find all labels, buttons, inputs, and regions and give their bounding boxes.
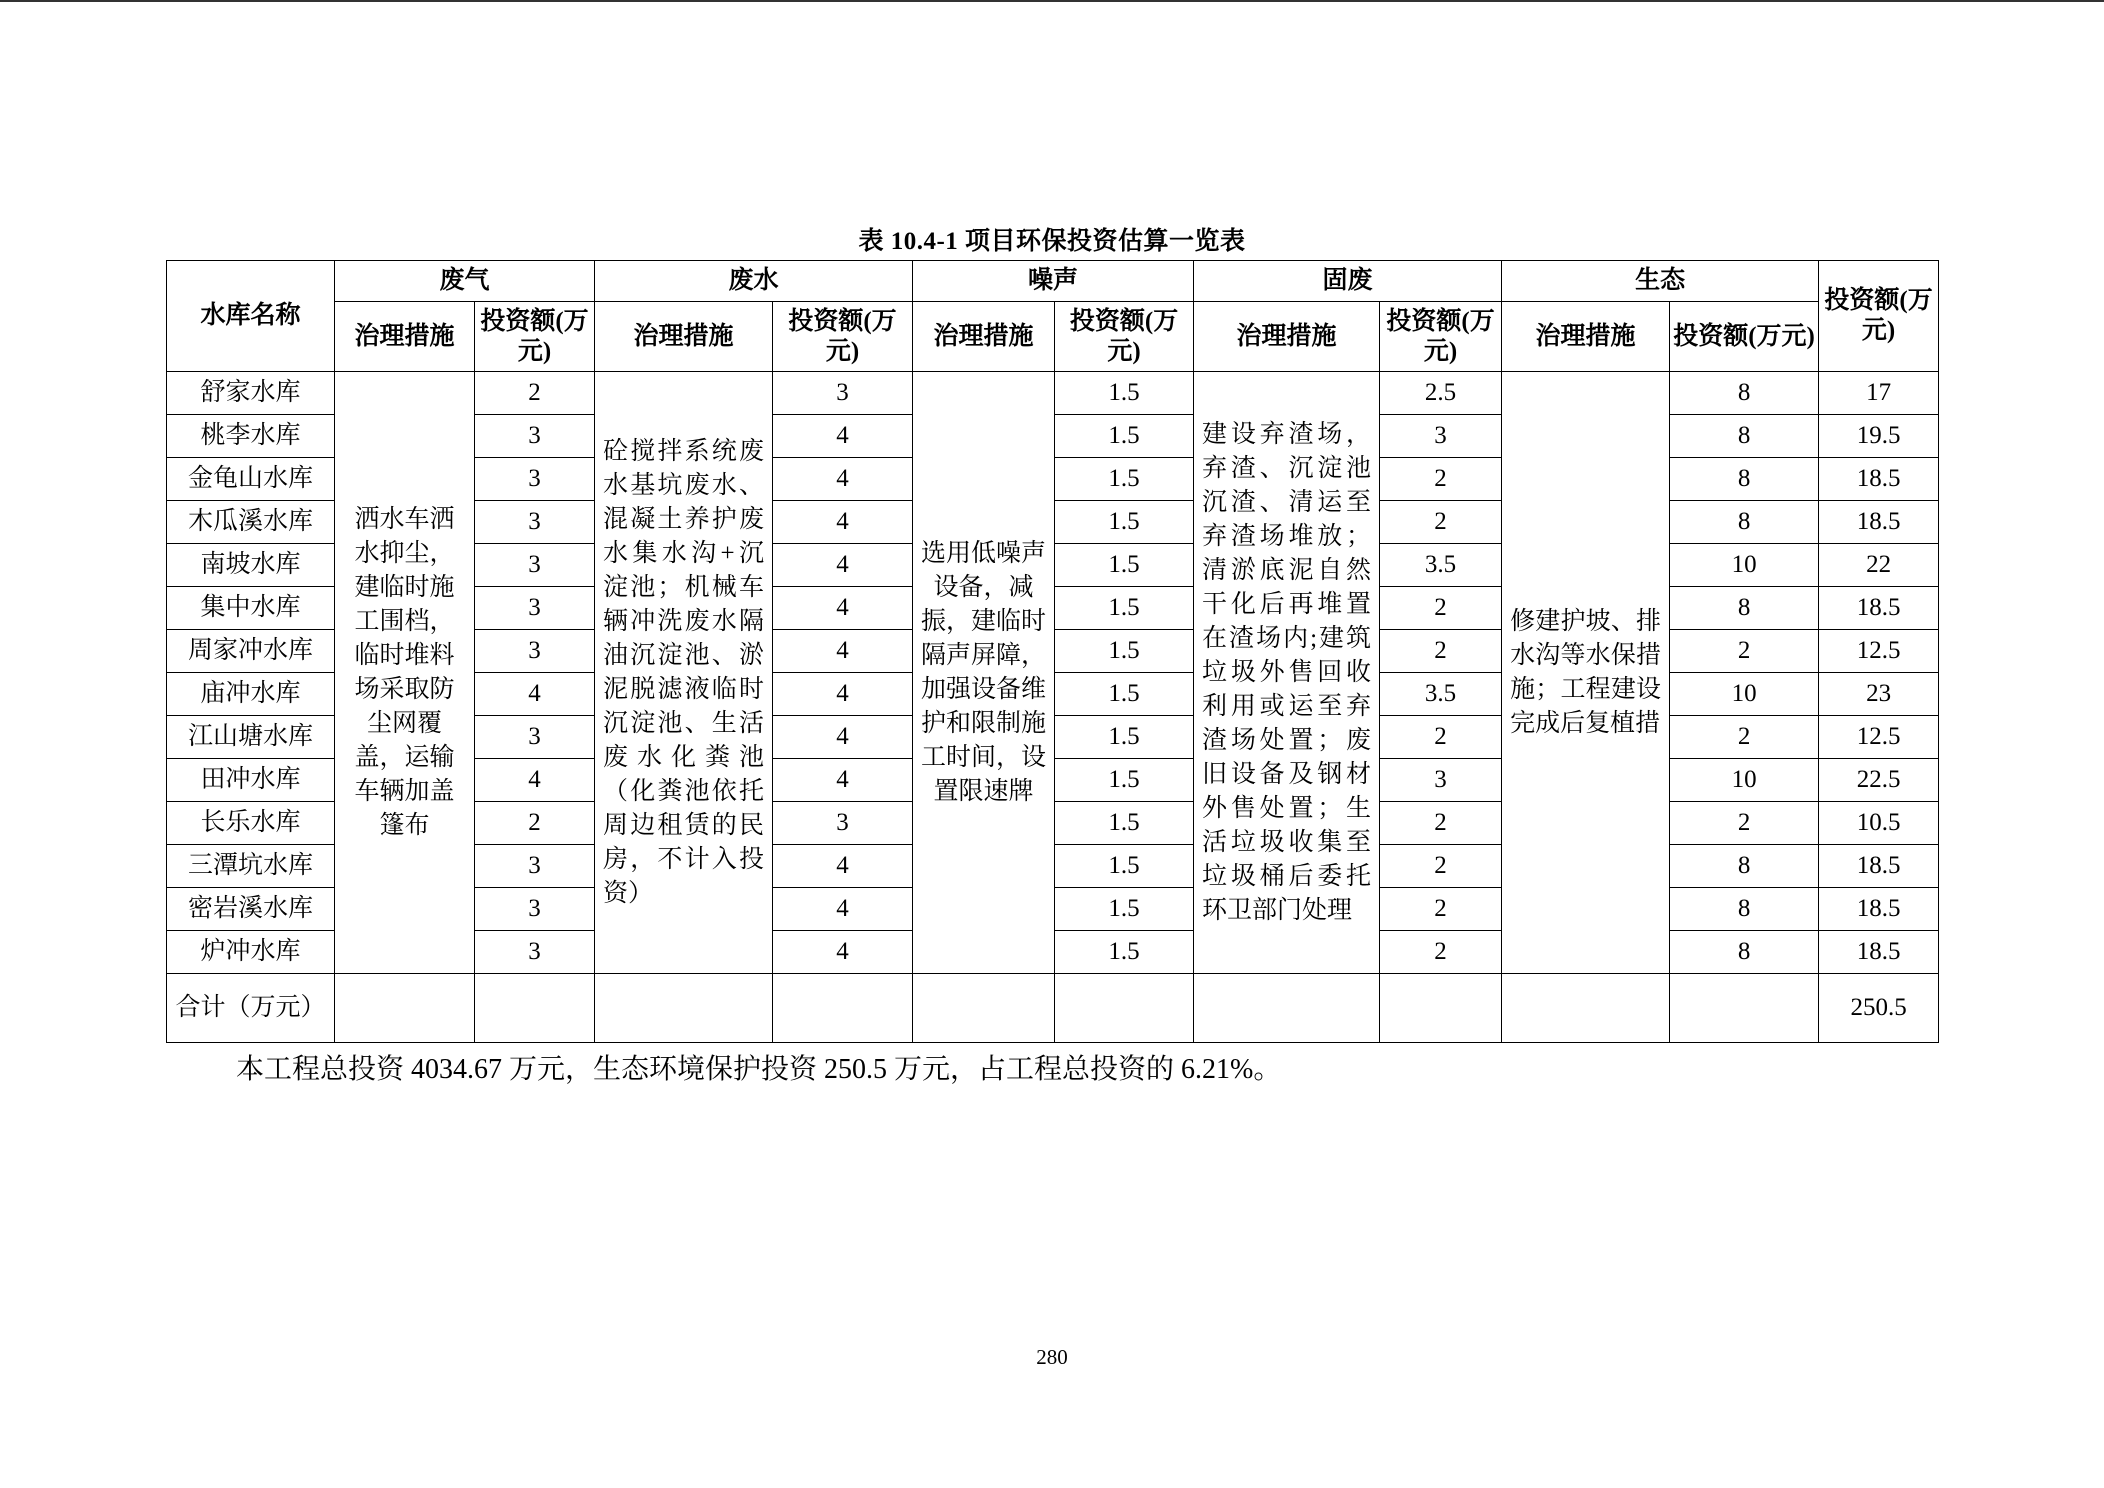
total-empty-cell bbox=[1194, 974, 1380, 1043]
noise-investment-cell: 1.5 bbox=[1055, 372, 1194, 415]
solid-investment-cell: 2 bbox=[1380, 931, 1502, 974]
water-investment-cell: 4 bbox=[773, 630, 913, 673]
eco-investment-cell: 10 bbox=[1670, 759, 1819, 802]
water-investment-cell: 4 bbox=[773, 415, 913, 458]
reservoir-name-cell: 金龟山水库 bbox=[167, 458, 335, 501]
noise-investment-cell: 1.5 bbox=[1055, 458, 1194, 501]
header-solid-measure: 治理措施 bbox=[1194, 302, 1380, 372]
air-investment-cell: 4 bbox=[475, 673, 595, 716]
header-water-measure: 治理措施 bbox=[595, 302, 773, 372]
solid-investment-cell: 2 bbox=[1380, 587, 1502, 630]
total-empty-cell bbox=[475, 974, 595, 1043]
total-empty-cell bbox=[773, 974, 913, 1043]
reservoir-name-cell: 桃李水库 bbox=[167, 415, 335, 458]
noise-investment-cell: 1.5 bbox=[1055, 587, 1194, 630]
header-eco-measure: 治理措施 bbox=[1502, 302, 1670, 372]
row-total-cell: 18.5 bbox=[1819, 501, 1939, 544]
page-top-border bbox=[0, 0, 2104, 2]
total-empty-cell bbox=[1502, 974, 1670, 1043]
reservoir-name-cell: 庙冲水库 bbox=[167, 673, 335, 716]
row-total-cell: 18.5 bbox=[1819, 587, 1939, 630]
header-group-exhaust-gas: 废气 bbox=[335, 261, 595, 302]
air-investment-cell: 3 bbox=[475, 544, 595, 587]
page-number: 280 bbox=[1036, 1345, 1068, 1369]
header-group-wastewater: 废水 bbox=[595, 261, 913, 302]
solid-investment-cell: 3 bbox=[1380, 415, 1502, 458]
water-investment-cell: 4 bbox=[773, 544, 913, 587]
header-eco-investment: 投资额(万元) bbox=[1670, 302, 1819, 372]
air-measure-cell bbox=[335, 372, 475, 974]
reservoir-name-cell: 江山塘水库 bbox=[167, 716, 335, 759]
solid-investment-cell: 2 bbox=[1380, 630, 1502, 673]
reservoir-name-cell: 三潭坑水库 bbox=[167, 845, 335, 888]
eco-investment-cell: 2 bbox=[1670, 716, 1819, 759]
solid-investment-cell: 2 bbox=[1380, 888, 1502, 931]
reservoir-name-cell: 田冲水库 bbox=[167, 759, 335, 802]
noise-investment-cell: 1.5 bbox=[1055, 931, 1194, 974]
total-row bbox=[167, 974, 1939, 1043]
eco-investment-cell: 10 bbox=[1670, 544, 1819, 587]
table-caption: 表 10.4-1 项目环保投资估算一览表 bbox=[858, 228, 1246, 255]
solid-investment-cell: 2 bbox=[1380, 716, 1502, 759]
row-total-cell: 18.5 bbox=[1819, 458, 1939, 501]
solid-measure-cell bbox=[1194, 372, 1380, 974]
air-investment-cell: 3 bbox=[475, 630, 595, 673]
reservoir-name-cell: 周家冲水库 bbox=[167, 630, 335, 673]
air-investment-cell: 3 bbox=[475, 415, 595, 458]
reservoir-name-cell: 集中水库 bbox=[167, 587, 335, 630]
eco-investment-cell: 8 bbox=[1670, 845, 1819, 888]
eco-investment-cell: 8 bbox=[1670, 501, 1819, 544]
eco-investment-cell: 8 bbox=[1670, 587, 1819, 630]
noise-investment-cell: 1.5 bbox=[1055, 759, 1194, 802]
reservoir-name-cell: 密岩溪水库 bbox=[167, 888, 335, 931]
header-air-investment: 投资额(万元) bbox=[475, 302, 595, 372]
row-total-cell: 23 bbox=[1819, 673, 1939, 716]
row-total-cell: 18.5 bbox=[1819, 845, 1939, 888]
water-investment-cell: 4 bbox=[773, 673, 913, 716]
eco-investment-cell: 2 bbox=[1670, 802, 1819, 845]
header-solid-investment: 投资额(万元) bbox=[1380, 302, 1502, 372]
eco-investment-cell: 2 bbox=[1670, 630, 1819, 673]
total-empty-cell bbox=[913, 974, 1055, 1043]
header-air-measure: 治理措施 bbox=[335, 302, 475, 372]
solid-investment-cell: 2 bbox=[1380, 802, 1502, 845]
noise-investment-cell: 1.5 bbox=[1055, 415, 1194, 458]
header-group-ecology: 生态 bbox=[1502, 261, 1819, 302]
noise-investment-cell: 1.5 bbox=[1055, 544, 1194, 587]
header-total-investment: 投资额(万元) bbox=[1819, 261, 1939, 372]
noise-measure-cell-text: 选用低噪声设备，减振，建临时隔声屏障，加强设备维护和限制施工时间，设置限速牌 bbox=[921, 539, 1047, 805]
solid-investment-cell: 2 bbox=[1380, 458, 1502, 501]
header-water-investment: 投资额(万元) bbox=[773, 302, 913, 372]
noise-investment-cell: 1.5 bbox=[1055, 501, 1194, 544]
water-investment-cell: 4 bbox=[773, 716, 913, 759]
total-empty-cell bbox=[595, 974, 773, 1043]
investment-summary-note: 本工程总投资 4034.67 万元，生态环境保护投资 250.5 万元，占工程总投资的 6.21%。 bbox=[236, 1054, 1282, 1085]
eco-measure-cell bbox=[1502, 372, 1670, 974]
air-investment-cell: 3 bbox=[475, 587, 595, 630]
row-total-cell: 18.5 bbox=[1819, 888, 1939, 931]
solid-investment-cell: 2 bbox=[1380, 845, 1502, 888]
noise-investment-cell: 1.5 bbox=[1055, 630, 1194, 673]
water-investment-cell: 4 bbox=[773, 587, 913, 630]
water-investment-cell: 4 bbox=[773, 845, 913, 888]
air-investment-cell: 3 bbox=[475, 931, 595, 974]
header-reservoir-name: 水库名称 bbox=[167, 261, 335, 372]
eco-investment-cell: 8 bbox=[1670, 458, 1819, 501]
row-total-cell: 22 bbox=[1819, 544, 1939, 587]
solid-investment-cell: 2 bbox=[1380, 501, 1502, 544]
table-row bbox=[167, 372, 1939, 415]
reservoir-name-cell: 南坡水库 bbox=[167, 544, 335, 587]
reservoir-name-cell: 舒家水库 bbox=[167, 372, 335, 415]
total-label-cell: 合计（万元） bbox=[167, 974, 335, 1043]
row-total-cell: 10.5 bbox=[1819, 802, 1939, 845]
grand-total-cell: 250.5 bbox=[1819, 974, 1939, 1043]
air-measure-cell-text: 洒水车洒水抑尘，建临时施工围档，临时堆料场采取防尘网覆盖，运输车辆加盖篷布 bbox=[354, 505, 455, 839]
noise-investment-cell: 1.5 bbox=[1055, 802, 1194, 845]
noise-investment-cell: 1.5 bbox=[1055, 716, 1194, 759]
eco-investment-cell: 8 bbox=[1670, 415, 1819, 458]
noise-investment-cell: 1.5 bbox=[1055, 845, 1194, 888]
eco-investment-cell: 8 bbox=[1670, 372, 1819, 415]
air-investment-cell: 4 bbox=[475, 759, 595, 802]
eco-measure-cell-text: 修建护坡、排水沟等水保措施；工程建设完成后复植措 bbox=[1510, 607, 1662, 737]
noise-investment-cell: 1.5 bbox=[1055, 888, 1194, 931]
eco-investment-cell: 8 bbox=[1670, 931, 1819, 974]
reservoir-name-cell: 长乐水库 bbox=[167, 802, 335, 845]
eco-investment-cell: 8 bbox=[1670, 888, 1819, 931]
total-empty-cell bbox=[1670, 974, 1819, 1043]
water-measure-cell bbox=[595, 372, 773, 974]
air-investment-cell: 2 bbox=[475, 372, 595, 415]
solid-investment-cell: 3 bbox=[1380, 759, 1502, 802]
water-investment-cell: 4 bbox=[773, 888, 913, 931]
header-group-noise: 噪声 bbox=[913, 261, 1194, 302]
table-body bbox=[167, 372, 1939, 1043]
water-investment-cell: 4 bbox=[773, 501, 913, 544]
reservoir-name-cell: 炉冲水库 bbox=[167, 931, 335, 974]
water-measure-cell-text: 砼搅拌系统废水基坑废水、混凝土养护废水集水沟+沉淀池；机械车辆冲洗废水隔油沉淀池、淤泥脱滤液临时沉淀池、生活废水化粪池（化粪池依托周边租赁的民房，不计入投资） bbox=[603, 437, 765, 907]
air-investment-cell: 3 bbox=[475, 888, 595, 931]
solid-measure-cell-text: 建设弃渣场，弃渣、沉淀池沉渣、清运至弃渣场堆放；清淤底泥自然干化后再堆置在渣场内;建筑垃圾外售回收利用或运至弃渣场处置；废旧设备及钢材外售处置；生活垃圾收集至垃圾桶后委托环卫部门处理 bbox=[1202, 420, 1372, 924]
row-total-cell: 22.5 bbox=[1819, 759, 1939, 802]
air-investment-cell: 3 bbox=[475, 458, 595, 501]
air-investment-cell: 2 bbox=[475, 802, 595, 845]
noise-measure-cell bbox=[913, 372, 1055, 974]
header-noise-investment: 投资额(万元) bbox=[1055, 302, 1194, 372]
reservoir-name-cell: 木瓜溪水库 bbox=[167, 501, 335, 544]
solid-investment-cell: 3.5 bbox=[1380, 544, 1502, 587]
solid-investment-cell: 2.5 bbox=[1380, 372, 1502, 415]
noise-investment-cell: 1.5 bbox=[1055, 673, 1194, 716]
water-investment-cell: 4 bbox=[773, 458, 913, 501]
total-empty-cell bbox=[1380, 974, 1502, 1043]
row-total-cell: 12.5 bbox=[1819, 630, 1939, 673]
air-investment-cell: 3 bbox=[475, 716, 595, 759]
solid-investment-cell: 3.5 bbox=[1380, 673, 1502, 716]
header-noise-measure: 治理措施 bbox=[913, 302, 1055, 372]
environmental-investment-table bbox=[166, 260, 1939, 1043]
air-investment-cell: 3 bbox=[475, 501, 595, 544]
eco-investment-cell: 10 bbox=[1670, 673, 1819, 716]
header-group-solid-waste: 固废 bbox=[1194, 261, 1502, 302]
water-investment-cell: 4 bbox=[773, 759, 913, 802]
water-investment-cell: 3 bbox=[773, 802, 913, 845]
row-total-cell: 19.5 bbox=[1819, 415, 1939, 458]
water-investment-cell: 4 bbox=[773, 931, 913, 974]
air-investment-cell: 3 bbox=[475, 845, 595, 888]
water-investment-cell: 3 bbox=[773, 372, 913, 415]
row-total-cell: 18.5 bbox=[1819, 931, 1939, 974]
row-total-cell: 12.5 bbox=[1819, 716, 1939, 759]
total-empty-cell bbox=[335, 974, 475, 1043]
row-total-cell: 17 bbox=[1819, 372, 1939, 415]
total-empty-cell bbox=[1055, 974, 1194, 1043]
